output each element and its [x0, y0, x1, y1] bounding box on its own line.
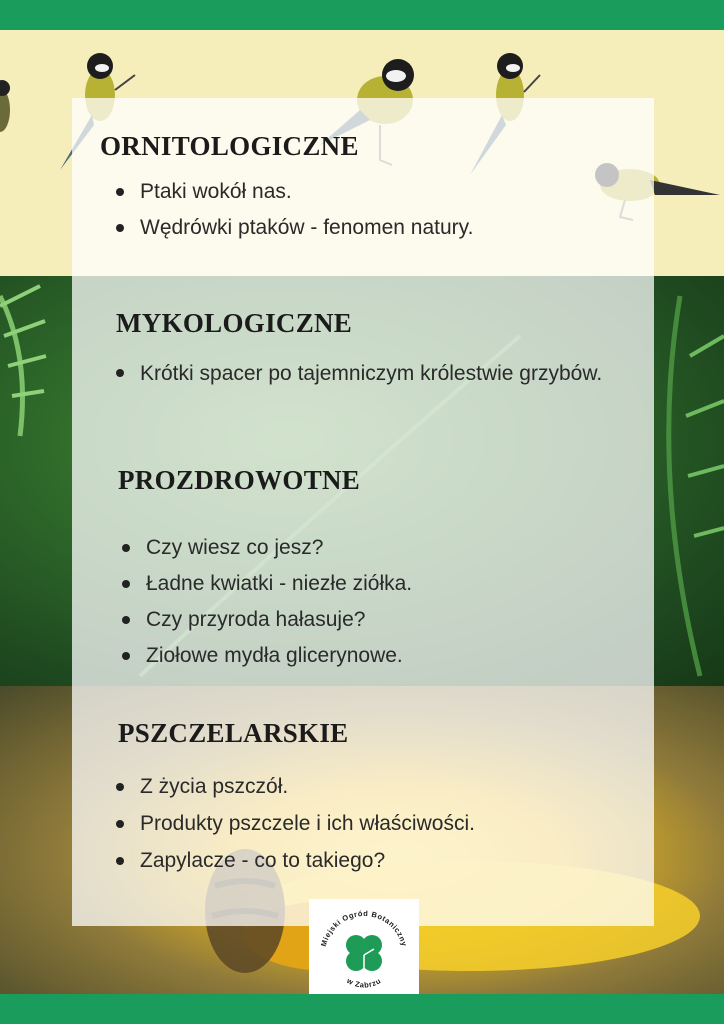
section-heading-pszczelarskie: PSZCZELARSKIE [118, 718, 349, 748]
list-item: Ładne kwiatki - niezłe ziółka. [120, 568, 640, 599]
section-list-prozdrowotne [120, 532, 640, 671]
svg-text:w Zabrzu [344, 976, 382, 990]
list-item: Zapylacze - co to takiego? [114, 845, 634, 876]
top-green-bar [0, 0, 724, 30]
list-item: Czy przyroda hałasuje? [120, 604, 640, 635]
section-list-pszczelarskie [114, 771, 634, 876]
list-item: Ptaki wokół nas. [114, 176, 634, 207]
section-list-ornitologiczne [114, 176, 634, 243]
bottom-green-bar [0, 994, 724, 1024]
section-heading-mykologiczne: MYKOLOGICZNE [116, 308, 353, 338]
list-item: Wędrówki ptaków - fenomen natury. [114, 212, 634, 243]
section-heading-ornitologiczne: ORNITOLOGICZNE [100, 131, 359, 161]
section-heading-prozdrowotne: PROZDROWOTNE [118, 465, 361, 495]
logo-graphic [309, 899, 419, 1007]
list-item: Ziołowe mydła glicerynowe. [120, 640, 640, 671]
list-item: Krótki spacer po tajemniczym królestwie grzybów. [114, 357, 634, 390]
list-item: Produkty pszczele i ich właściwości. [114, 808, 634, 839]
list-item: Czy wiesz co jesz? [120, 532, 640, 563]
logo-ring-text: Miejski Ogród Botaniczny [318, 908, 410, 948]
section-list-mykologiczne [114, 357, 634, 390]
bird-icon [0, 80, 10, 132]
logo-bottom-text: w Zabrzu [345, 976, 383, 990]
botanical-garden-logo [309, 899, 419, 1007]
list-item: Z życia pszczół. [114, 771, 634, 802]
